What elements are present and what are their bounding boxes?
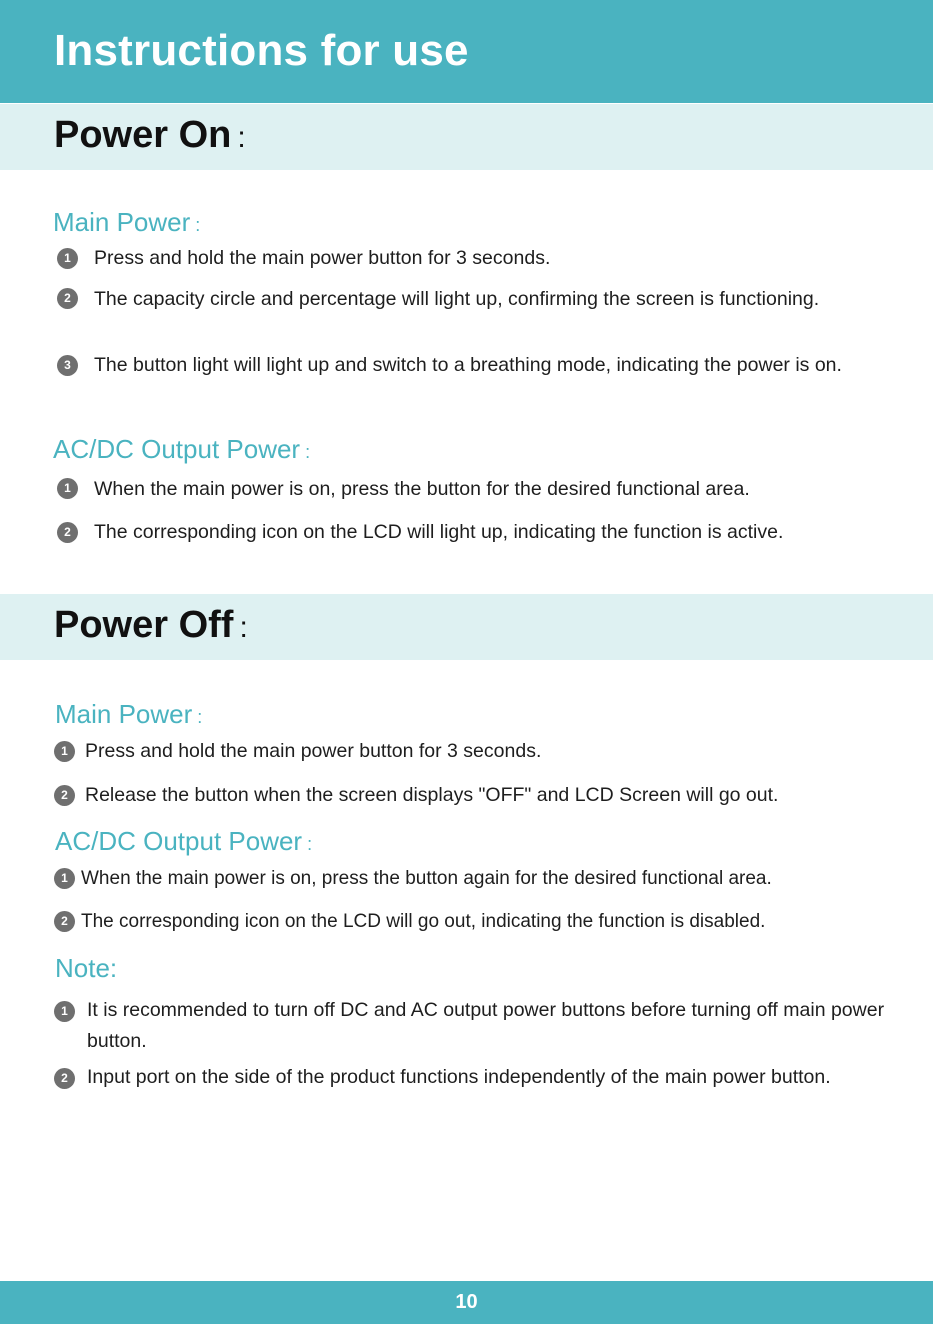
power-on-main-power-heading [53, 207, 200, 238]
step-text: Release the button when the screen displays "OFF" and LCD Screen will go out. [85, 784, 779, 806]
step-number-badge: 3 [57, 355, 78, 376]
step-text: Press and hold the main power button for 3 seconds. [94, 247, 551, 269]
step-number-badge: 1 [54, 868, 75, 889]
power-off-title [54, 604, 248, 647]
step-text: When the main power is on, press the button again for the desired functional area. [81, 868, 772, 889]
page-number: 10 [455, 1291, 478, 1313]
step-number-badge: 2 [54, 1068, 75, 1089]
step-number-badge: 2 [57, 522, 78, 543]
step-text: It is recommended to turn off DC and AC output power buttons before turning off main power button. [87, 999, 885, 1052]
step-text: The corresponding icon on the LCD will light up, indicating the function is active. [94, 521, 784, 543]
step-text: The capacity circle and percentage will light up, confirming the screen is functioning. [94, 288, 820, 310]
power-off-title-colon: : [239, 611, 248, 644]
step-number-badge: 1 [54, 741, 75, 762]
power-off-main-power-heading-text: Main Power [55, 699, 193, 729]
power-off-main-power-heading [55, 699, 202, 730]
power-off-title-text: Power Off [54, 604, 234, 646]
step-number-badge: 2 [54, 785, 75, 806]
step-number-badge: 2 [54, 911, 75, 932]
step-text: Press and hold the main power button for 3 seconds. [85, 740, 542, 762]
power-on-section-header [0, 104, 933, 170]
power-off-acdc-heading [55, 826, 312, 857]
power-off-acdc-heading-colon: : [307, 834, 313, 854]
power-on-acdc-heading [53, 434, 310, 465]
power-off-acdc-heading-text: AC/DC Output Power [55, 826, 303, 856]
power-off-section-header [0, 594, 933, 660]
footer-banner [0, 1281, 933, 1324]
power-on-title-text: Power On [54, 114, 232, 156]
power-on-main-power-heading-text: Main Power [53, 207, 191, 237]
header-banner [0, 0, 933, 103]
page-title: Instructions for use [54, 26, 469, 75]
step-number-badge: 1 [57, 248, 78, 269]
power-on-acdc-heading-text: AC/DC Output Power [53, 434, 301, 464]
step-number-badge: 2 [57, 288, 78, 309]
power-on-title [54, 114, 246, 157]
power-on-title-colon: : [237, 121, 246, 154]
power-on-main-power-heading-colon: : [195, 215, 201, 235]
step-text: Input port on the side of the product functions independently of the main power button. [87, 1066, 831, 1088]
step-text: The button light will light up and switch to a breathing mode, indicating the power is on. [94, 354, 842, 376]
step-number-badge: 1 [54, 1001, 75, 1022]
step-text: When the main power is on, press the button for the desired functional area. [94, 478, 750, 500]
step-number-badge: 1 [57, 478, 78, 499]
step-text: The corresponding icon on the LCD will go out, indicating the function is disabled. [81, 911, 766, 932]
power-off-main-power-heading-colon: : [197, 707, 203, 727]
power-on-acdc-heading-colon: : [305, 442, 311, 462]
note-heading: Note: [55, 953, 118, 983]
